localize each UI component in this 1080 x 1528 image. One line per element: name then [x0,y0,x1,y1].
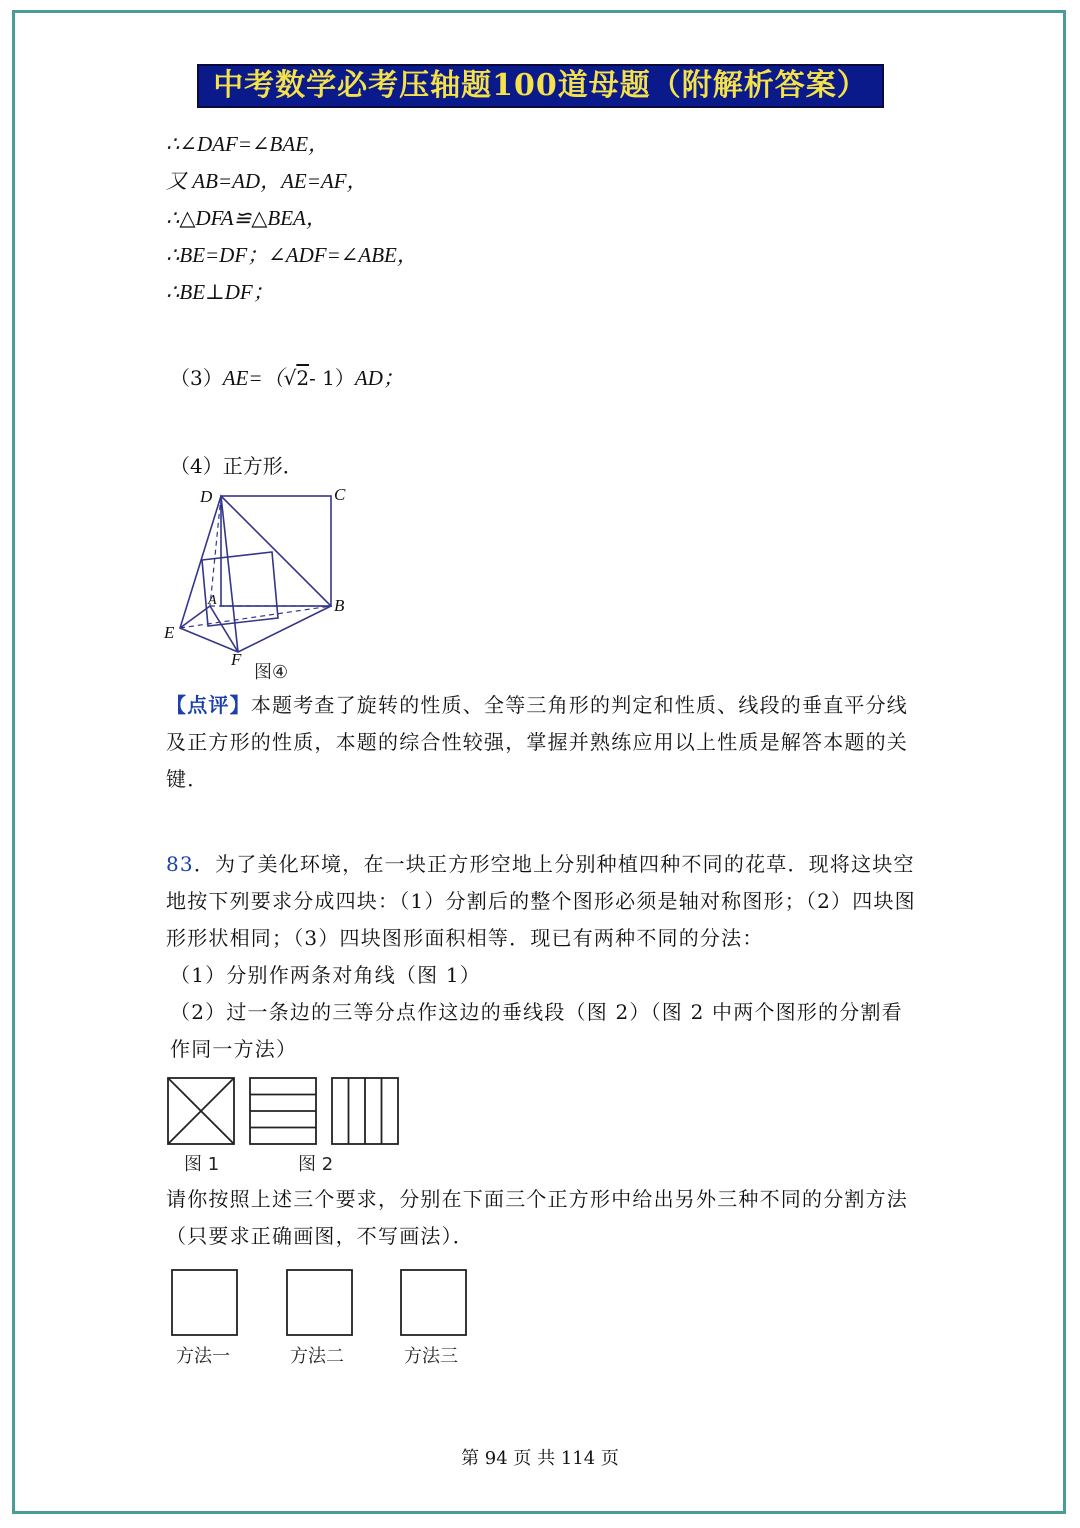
question-83-method-1: （1）分别作两条对角线（图 1） [170,963,482,987]
proof-line-2: 又 AB=AD，AE=AF， [166,169,368,193]
answer-squares [170,1268,470,1338]
answer-square-3 [401,1270,466,1335]
answer-part-3: （3）AE=（√2- 1）AD； [170,366,404,390]
label-f: F [231,650,242,669]
answer-box-label-3: 方法三 [404,1346,458,1367]
answer-square-2 [287,1270,352,1335]
answer-square-1 [172,1270,237,1335]
question-83-method-2: （2）过一条边的三等分点作这边的垂线段（图 2）（图 2 中两个图形的分割看作同一方法） [170,1000,903,1061]
figure-2-caption: 图 2 [298,1154,334,1175]
label-e: E [164,623,175,642]
label-b: B [334,596,345,615]
figure-4-caption: 图④ [254,662,289,683]
segment-a-e [180,606,210,628]
figure-1-caption: 图 1 [184,1154,220,1175]
figure-1-2-diagrams [166,1076,406,1148]
question-83-instruction: 请你按照上述三个要求，分别在下面三个正方形中给出另外三种不同的分割方法（只要求正确画图，不写画法）． [166,1187,908,1248]
label-d: D [200,487,213,506]
proof-line-4: ∴BE=DF；∠ADF=∠ABE， [166,243,418,267]
inner-square [202,552,278,626]
answer-box-label-2: 方法二 [290,1346,344,1367]
page-title: 中考数学必考压轴题100道母题（附解析答案） [197,64,884,108]
answer-part-4: （4）正方形． [170,454,303,478]
question-83: 83．为了美化环境，在一块正方形空地上分别种植四种不同的花草．现将这块空地按下列要求分成四块：（1）分割后的整个图形必须是轴对称图形；（2）四块图形形状相同；（3）四块图形面积相等．现已有两种不同的分法： [166,852,916,950]
page-number: 第 94 页 共 114 页 [461,1448,619,1469]
sqrt-icon: √ [283,366,297,390]
proof-line-1: ∴∠DAF=∠BAE， [166,132,330,156]
figure-4-diagram [160,480,360,680]
answer-box-label-1: 方法一 [176,1346,230,1367]
proof-line-5: ∴BE⊥DF； [166,280,274,304]
label-a: A [208,593,217,608]
label-c: C [334,485,346,504]
comment-tag: 【点评】 [166,693,251,717]
question-number: 83 [166,852,194,876]
proof-line-3: ∴△DFA≌△BEA， [166,206,327,230]
comment-block: 【点评】本题考查了旋转的性质、全等三角形的判定和性质、线段的垂直平分线及正方形的性质，本题的综合性较强，掌握并熟练应用以上性质是解答本题的关键． [166,693,909,791]
